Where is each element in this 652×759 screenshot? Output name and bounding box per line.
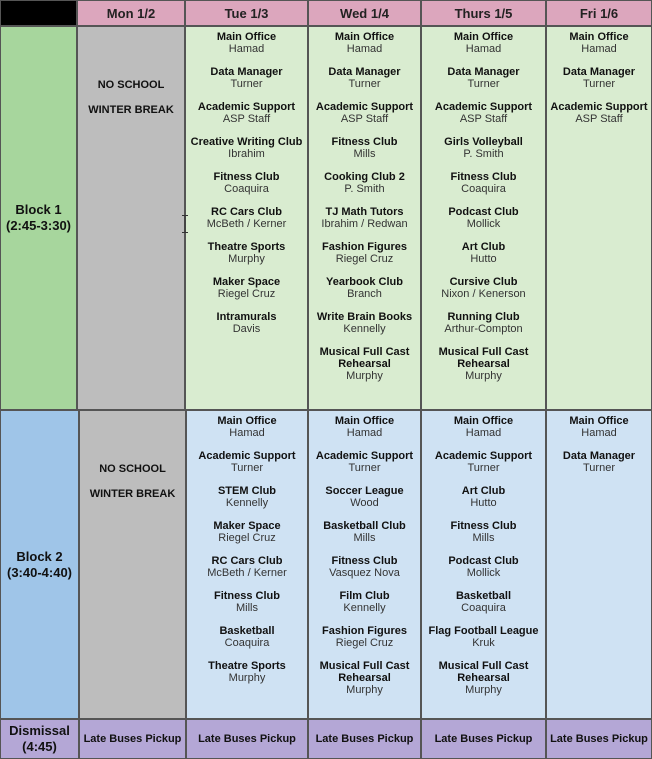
activity-staff: Mills (236, 602, 258, 614)
activity-staff: McBeth / Kerner (207, 567, 287, 579)
activity-title: Musical Full Cast Rehearsal (438, 660, 529, 684)
activity-entry (422, 450, 545, 474)
activity-title: Academic Support (315, 101, 414, 113)
activity-entry (309, 31, 420, 55)
activity-staff: P. Smith (463, 148, 504, 160)
activity-title: Basketball Club (323, 520, 406, 532)
activity-title: Musical Full Cast Rehearsal (319, 346, 410, 370)
activity-staff: Coaquira (461, 602, 506, 614)
activity-entry (422, 311, 545, 335)
activity-title: Maker Space (212, 276, 281, 288)
activity-staff: ASP Staff (340, 113, 389, 125)
activity-entry (422, 590, 545, 614)
activity-staff: Riegel Cruz (217, 288, 276, 300)
activity-entry (309, 415, 420, 439)
activity-entry (187, 625, 307, 649)
activity-staff: ASP Staff (459, 113, 508, 125)
activity-title: Data Manager (562, 66, 636, 78)
activity-entry (309, 171, 420, 195)
dismissal-title: Dismissal (9, 723, 70, 738)
header-tue: Tue 1/3 (185, 0, 308, 26)
activity-staff: Arthur-Compton (444, 323, 523, 335)
activity-staff: Vasquez Nova (329, 567, 400, 579)
block2-time: (3:40-4:40) (6, 564, 73, 580)
activity-entry (309, 450, 420, 474)
activity-staff: Mollick (466, 218, 501, 230)
activity-entry (422, 555, 545, 579)
activity-entry (187, 485, 307, 509)
activity-title: Podcast Club (448, 555, 519, 567)
activity-title: Fitness Club (213, 171, 280, 183)
activity-staff: Mills (353, 148, 376, 160)
activity-staff: Hamad (465, 427, 502, 439)
activity-title: Creative Writing Club (190, 136, 303, 148)
activity-entry (422, 660, 545, 696)
activity-entry (422, 520, 545, 544)
activity-entry (547, 415, 651, 439)
activity-entry (309, 346, 420, 382)
no-school-text: NO SCHOOL (97, 79, 165, 91)
block2-label (0, 410, 79, 719)
activity-title: Girls Volleyball (444, 136, 523, 148)
activity-title: Academic Support (315, 450, 414, 462)
activity-staff: ASP Staff (575, 113, 623, 125)
activity-entry (422, 101, 545, 125)
activity-entry (186, 101, 307, 125)
activity-staff: Riegel Cruz (335, 253, 394, 265)
activity-staff: Turner (231, 462, 263, 474)
header-wed: Wed 1/4 (308, 0, 421, 26)
activity-staff: Branch (347, 288, 382, 300)
activity-title: Main Office (334, 31, 395, 43)
activity-staff: Kruk (472, 637, 495, 649)
activity-staff: Murphy (228, 672, 266, 684)
activity-title: Fitness Club (450, 171, 517, 183)
activity-staff: Coaquira (461, 183, 506, 195)
activity-staff: Hamad (465, 43, 502, 55)
activity-entry (422, 171, 545, 195)
activity-staff: Hutto (470, 497, 497, 509)
activity-title: Fitness Club (331, 555, 398, 567)
activity-entry (186, 66, 307, 90)
block1-time: (2:45-3:30) (5, 218, 72, 233)
activity-staff: Murphy (346, 684, 383, 696)
activity-title: Academic Support (434, 450, 533, 462)
activity-entry (187, 590, 307, 614)
activity-entry (309, 66, 420, 90)
activity-entry (309, 136, 420, 160)
activity-title: Musical Full Cast Rehearsal (438, 346, 529, 370)
activity-title: Data Manager (328, 66, 401, 78)
activity-title: Academic Support (550, 101, 648, 113)
activity-staff: Turner (348, 462, 381, 474)
activity-staff: Nixon / Kenerson (441, 288, 526, 300)
header-fri: Fri 1/6 (546, 0, 652, 26)
activity-title: Art Club (461, 485, 506, 497)
dismissal-mon: Late Buses Pickup (79, 719, 186, 759)
dismissal-time: (4:45) (22, 739, 57, 754)
activity-staff: Kennelly (225, 497, 269, 509)
activity-staff: Hamad (581, 43, 617, 55)
activity-staff: Coaquira (224, 183, 269, 195)
activity-entry (186, 171, 307, 195)
activity-entry (186, 31, 307, 55)
header-thu: Thurs 1/5 (421, 0, 546, 26)
winter-break-text: WINTER BREAK (88, 104, 174, 116)
activity-title: Cooking Club 2 (324, 171, 405, 183)
activity-title: Podcast Club (448, 206, 519, 218)
activity-title: Art Club (461, 241, 506, 253)
block2-thu (421, 410, 546, 719)
activity-staff: Murphy (228, 253, 265, 265)
activity-entry (186, 241, 307, 265)
activity-staff: Wood (350, 497, 379, 509)
activity-entry (422, 625, 545, 649)
activity-title: Main Office (216, 31, 277, 43)
dismissal-tue: Late Buses Pickup (186, 719, 308, 759)
activity-staff: Kennelly (343, 602, 386, 614)
activity-entry (422, 31, 545, 55)
activity-title: Yearbook Club (325, 276, 404, 288)
activity-title: Film Club (339, 590, 390, 602)
header-mon: Mon 1/2 (77, 0, 185, 26)
activity-entry (422, 66, 545, 90)
activity-title: Academic Support (434, 101, 533, 113)
activity-entry (422, 415, 545, 439)
activity-entry (187, 660, 307, 684)
activity-entry (187, 415, 307, 439)
block1-tue (185, 26, 308, 410)
activity-entry (187, 520, 307, 544)
activity-staff: Riegel Cruz (335, 637, 394, 649)
block1-mon (77, 26, 185, 410)
activity-staff: P. Smith (344, 183, 385, 195)
activity-staff: Murphy (346, 370, 383, 382)
block2-mon (79, 410, 186, 719)
activity-entry (309, 590, 420, 614)
activity-entry (186, 206, 307, 230)
activity-staff: Turner (467, 462, 500, 474)
activity-entry (309, 311, 420, 335)
activity-title: Running Club (447, 311, 520, 323)
activity-staff: Mollick (466, 567, 501, 579)
activity-entry (422, 241, 545, 265)
block1-label (0, 26, 77, 410)
activity-title: Academic Support (197, 101, 296, 113)
activity-staff: Hutto (470, 253, 497, 265)
activity-title: Data Manager (562, 450, 636, 462)
activity-staff: Mills (353, 532, 376, 544)
corner-cell (0, 0, 77, 26)
activity-staff: Riegel Cruz (218, 532, 276, 544)
activity-title: Main Office (334, 415, 395, 427)
activity-staff: Murphy (465, 684, 502, 696)
activity-staff: Murphy (465, 370, 502, 382)
activity-entry (309, 520, 420, 544)
activity-staff: Kennelly (343, 323, 386, 335)
activity-staff: Davis (232, 323, 261, 335)
block1-thu (421, 26, 546, 410)
activity-title: Soccer League (325, 485, 404, 497)
activity-title: RC Cars Club (211, 555, 283, 567)
activity-title: Theatre Sports (208, 660, 286, 672)
activity-title: Main Office (453, 415, 514, 427)
dismissal-wed: Late Buses Pickup (308, 719, 421, 759)
activity-entry (187, 555, 307, 579)
activity-staff: Coaquira (224, 637, 270, 649)
activity-title: STEM Club (217, 485, 277, 497)
activity-title: Maker Space (213, 520, 281, 532)
activity-staff: Hamad (346, 427, 383, 439)
activity-staff: Mills (472, 532, 495, 544)
activity-entry (309, 206, 420, 230)
block2-tue (186, 410, 308, 719)
activity-title: Fashion Figures (322, 241, 407, 253)
dismissal-thu: Late Buses Pickup (421, 719, 546, 759)
activity-staff: ASP Staff (222, 113, 271, 125)
activity-title: Main Office (569, 415, 629, 427)
activity-title: Write Brain Books (316, 311, 413, 323)
activity-entry (422, 276, 545, 300)
activity-title: Fitness Club (450, 520, 517, 532)
activity-title: Intramurals (216, 311, 277, 323)
activity-title: Cursive Club (449, 276, 518, 288)
activity-staff: Turner (467, 78, 500, 90)
activity-entry (547, 450, 651, 474)
activity-entry (422, 346, 545, 382)
activity-staff: Ibrahim / Redwan (321, 218, 408, 230)
activity-entry (309, 485, 420, 509)
activity-entry (309, 555, 420, 579)
block2-title: Block 2 (16, 548, 63, 564)
activity-title: TJ Math Tutors (325, 206, 404, 218)
activity-title: Academic Support (198, 450, 296, 462)
activity-title: Basketball (455, 590, 512, 602)
activity-staff: Hamad (346, 43, 383, 55)
dismissal-label (0, 719, 79, 759)
activity-title: Fitness Club (213, 590, 280, 602)
activity-entry (186, 136, 307, 160)
activity-title: RC Cars Club (211, 206, 282, 218)
activity-entry (309, 625, 420, 649)
activity-staff: Turner (583, 78, 615, 90)
winter-break-text: WINTER BREAK (89, 488, 176, 500)
activity-entry (186, 311, 307, 335)
activity-entry (547, 66, 651, 90)
activity-entry (422, 485, 545, 509)
activity-staff: Hamad (228, 43, 265, 55)
activity-staff: Turner (583, 462, 615, 474)
activity-entry (309, 276, 420, 300)
block2-wed (308, 410, 421, 719)
block2-fri (546, 410, 652, 719)
activity-staff: McBeth / Kerner (206, 218, 287, 230)
block1-title: Block 1 (15, 202, 62, 217)
activity-entry (309, 660, 420, 696)
dismissal-fri: Late Buses Pickup (546, 719, 652, 759)
activity-title: Fitness Club (331, 136, 398, 148)
activity-entry (547, 31, 651, 55)
activity-staff: Hamad (581, 427, 617, 439)
activity-staff: Turner (348, 78, 381, 90)
activity-title: Data Manager (210, 66, 283, 78)
activity-entry (187, 450, 307, 474)
activity-title: Basketball (219, 625, 275, 637)
activity-title: Main Office (453, 31, 514, 43)
activity-title: Data Manager (447, 66, 520, 78)
activity-title: Fashion Figures (322, 625, 407, 637)
activity-title: Musical Full Cast Rehearsal (319, 660, 410, 684)
activity-entry (186, 276, 307, 300)
activity-title: Theatre Sports (207, 241, 286, 253)
activity-staff: Hamad (229, 427, 265, 439)
activity-title: Main Office (569, 31, 629, 43)
activity-entry (309, 101, 420, 125)
activity-entry (422, 136, 545, 160)
activity-entry (547, 101, 651, 125)
activity-staff: Ibrahim (228, 148, 265, 160)
activity-staff: Turner (230, 78, 263, 90)
no-school-text: NO SCHOOL (99, 463, 166, 475)
activity-title: Flag Football League (428, 625, 539, 637)
activity-entry (309, 241, 420, 265)
activity-title: Main Office (217, 415, 277, 427)
block1-fri (546, 26, 652, 410)
block1-wed (308, 26, 421, 410)
text-cursor-icon (182, 215, 188, 233)
activity-entry (422, 206, 545, 230)
